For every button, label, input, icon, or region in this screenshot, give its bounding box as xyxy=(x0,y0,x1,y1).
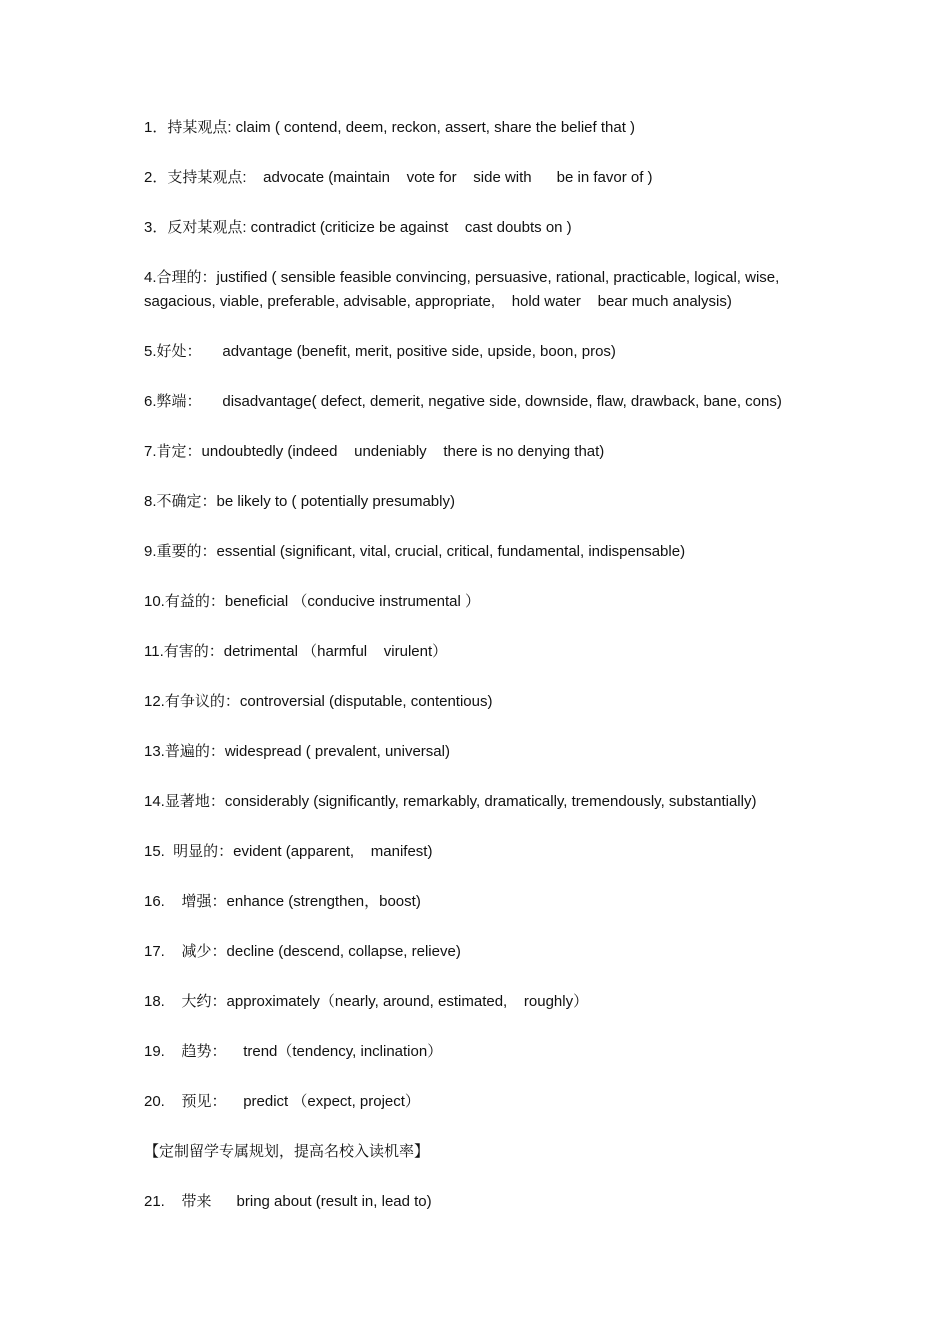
list-item: 15. 明显的：evident (apparent, manifest) xyxy=(144,843,433,860)
list-item: 14.显著地：considerably (significantly, remarkably, dramatically, tremendously, substantially) xyxy=(144,793,757,810)
list-item: 3．反对某观点: contradict (criticize be against cast doubts on ) xyxy=(144,219,572,236)
list-item: 8.不确定：be likely to ( potentially presumably) xyxy=(144,493,455,510)
list-item: 2．支持某观点: advocate (maintain vote for side with be in favor of ) xyxy=(144,169,653,186)
promo-line: 【定制留学专属规划，提高名校入读机率】 xyxy=(144,1143,430,1160)
list-item: 4.合理的：justified ( sensible feasible convincing, persuasive, rational, practicable, logical, wise, sagacious, viable, preferable, advisable, appropriate, hold water bear much analysis) xyxy=(144,269,784,310)
list-item: 10.有益的：beneficial （conducive instrumental ） xyxy=(144,593,480,610)
list-item: 1．持某观点: claim ( contend, deem, reckon, assert, share the belief that ) xyxy=(144,119,636,136)
list-item: 13.普遍的：widespread ( prevalent, universal) xyxy=(144,743,450,760)
list-item: 7.肯定：undoubtedly (indeed undeniably there is no denying that) xyxy=(144,443,605,460)
list-item: 11.有害的：detrimental （harmful virulent） xyxy=(144,643,448,660)
list-item: 12.有争议的：controversial (disputable, contentious) xyxy=(144,693,493,710)
list-item: 18. 大约：approximately（nearly, around, estimated, roughly） xyxy=(144,993,589,1010)
list-item: 5.好处： advantage (benefit, merit, positive side, upside, boon, pros) xyxy=(144,343,616,360)
list-item: 19. 趋势： trend（tendency, inclination） xyxy=(144,1043,443,1060)
list-item: 21. 带来 bring about (result in, lead to) xyxy=(144,1193,432,1210)
list-item: 17. 减少：decline (descend, collapse, relieve) xyxy=(144,943,461,960)
vocabulary-list xyxy=(144,116,824,1240)
list-item: 20. 预见： predict （expect, project） xyxy=(144,1093,420,1110)
list-item: 9.重要的：essential (significant, vital, crucial, critical, fundamental, indispensable) xyxy=(144,543,686,560)
list-item: 16. 增强：enhance (strengthen，boost) xyxy=(144,893,421,910)
list-item: 6.弊端： disadvantage( defect, demerit, negative side, downside, flaw, drawback, bane, cons) xyxy=(144,393,782,410)
